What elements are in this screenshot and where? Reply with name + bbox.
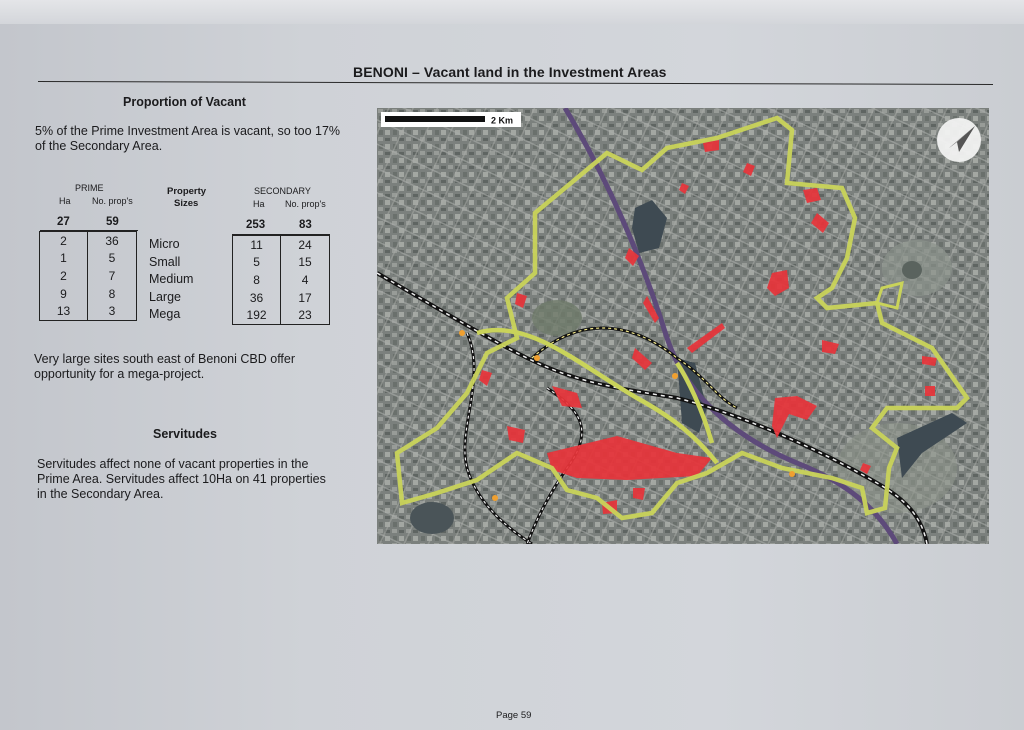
prime-table <box>39 231 137 321</box>
scale-bar-label: 2 Km <box>491 115 514 126</box>
prime-ha-label: Ha <box>59 196 71 206</box>
secondary-ha-cell: 5 <box>233 254 281 272</box>
prime-total-props: 59 <box>106 216 119 228</box>
secondary-table-row <box>233 271 330 289</box>
scale-bar <box>385 116 485 122</box>
secondary-table-row <box>233 289 330 307</box>
property-size-label: Medium <box>149 272 194 287</box>
secondary-ha-cell: 11 <box>233 236 281 254</box>
station-marker <box>459 330 465 336</box>
servitudes-body: Servitudes affect none of vacant properties in the Prime Area. Servitudes affect 10Ha on 41 properties in the Secondary Area. <box>37 457 326 501</box>
mega-project-note: Very large sites south east of Benoni CBD offer opportunity for a mega-project. <box>34 352 296 381</box>
prime-ha-cell: 9 <box>40 285 88 303</box>
prime-table-row <box>40 285 137 303</box>
park-area <box>532 300 582 336</box>
prime-table-row <box>40 250 137 268</box>
property-size-label: Large <box>149 289 181 304</box>
secondary-ha-cell: 36 <box>233 289 281 307</box>
prime-label: PRIME <box>75 183 104 193</box>
prime-table-row <box>40 302 137 320</box>
secondary-props-cell: 4 <box>301 272 309 287</box>
prime-ha-cell: 2 <box>40 232 88 250</box>
property-sizes-list <box>149 236 193 324</box>
prime-ha-cell: 13 <box>40 302 88 320</box>
station-marker <box>492 495 498 501</box>
secondary-total-props: 83 <box>299 219 312 231</box>
station-marker <box>789 471 795 477</box>
servitudes-heading: Servitudes <box>153 427 217 441</box>
secondary-label: SECONDARY <box>254 186 311 196</box>
water-dam-sw <box>410 502 454 534</box>
prime-props-cell: 36 <box>105 233 119 248</box>
proportion-heading: Proportion of Vacant <box>123 95 246 109</box>
prime-ha-cell: 1 <box>40 250 88 268</box>
prime-props-cell: 5 <box>108 251 116 266</box>
prime-props-label: No. prop's <box>92 196 133 206</box>
water-pond <box>902 261 922 279</box>
property-size-label: Mega <box>149 307 181 322</box>
property-size-label: Micro <box>149 237 180 251</box>
secondary-ha-label: Ha <box>253 199 265 209</box>
sizes-label-line1: Property <box>167 186 207 197</box>
secondary-ha-cell: 8 <box>233 271 281 289</box>
secondary-props-cell: 17 <box>298 290 312 305</box>
prime-table-row <box>40 232 137 250</box>
north-arrow-icon <box>937 118 981 162</box>
secondary-total-ha: 253 <box>246 219 266 231</box>
page-title: BENONI – Vacant land in the Investment Areas <box>353 64 667 80</box>
secondary-props-cell: 24 <box>298 237 312 252</box>
secondary-props-label: No. prop's <box>285 199 326 209</box>
secondary-ha-cell: 192 <box>233 306 281 324</box>
property-size-label: Small <box>149 254 181 269</box>
secondary-table-row <box>233 306 330 324</box>
secondary-props-cell: 15 <box>298 255 312 270</box>
prime-props-cell: 3 <box>108 304 116 319</box>
sizes-label-line2: Sizes <box>174 198 199 209</box>
station-marker <box>672 373 678 379</box>
secondary-table-row <box>233 254 330 272</box>
proportion-intro: 5% of the Prime Investment Area is vacant, so too 17% of the Secondary Area. <box>35 124 341 153</box>
secondary-props-cell: 23 <box>298 308 312 323</box>
prime-props-cell: 8 <box>108 286 116 301</box>
secondary-table <box>232 235 330 325</box>
vacant-parcel <box>925 386 935 396</box>
prime-total-ha: 27 <box>57 216 70 228</box>
investment-areas-map <box>377 108 989 544</box>
vacant-parcel <box>633 488 645 500</box>
prime-table-row <box>40 267 137 285</box>
prime-props-cell: 7 <box>108 268 116 283</box>
page-number: Page 59 <box>496 710 532 721</box>
secondary-table-row <box>233 236 330 254</box>
station-marker <box>534 355 540 361</box>
map-graphic <box>377 108 989 544</box>
prime-ha-cell: 2 <box>40 267 88 285</box>
